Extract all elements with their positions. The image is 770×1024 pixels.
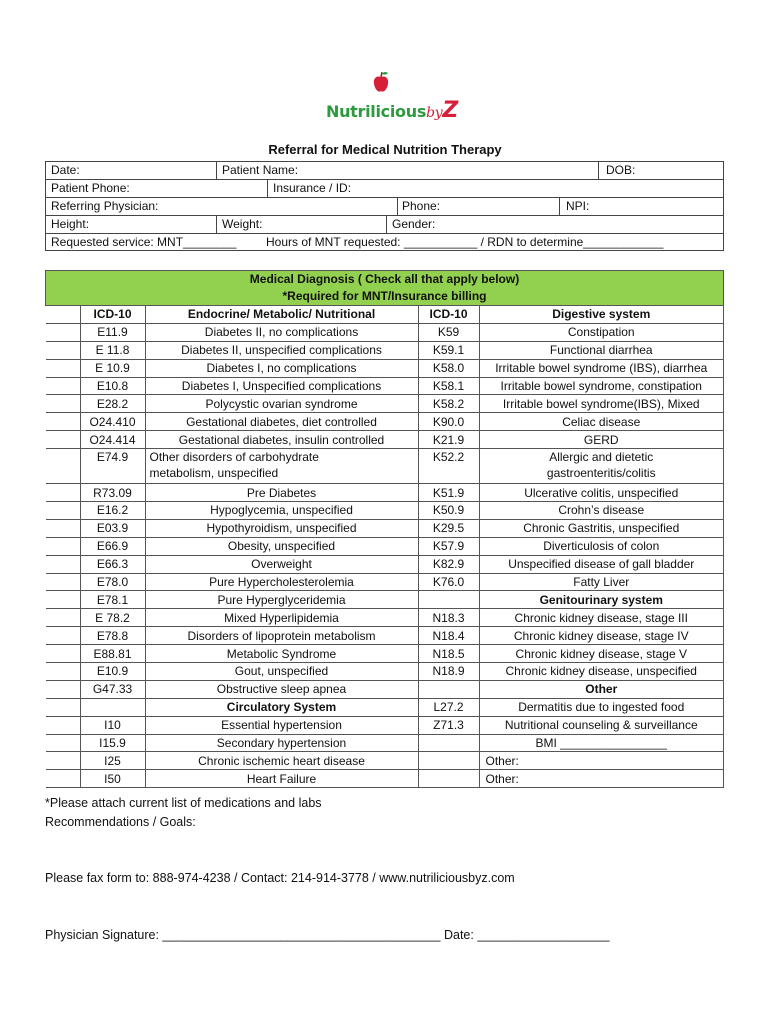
icd-code: I10 (80, 716, 145, 734)
icd-code: K59.1 (418, 341, 479, 359)
table-row (46, 377, 724, 395)
icd-code: O24.410 (80, 413, 145, 431)
patient-info-grid (45, 161, 724, 251)
dob-field[interactable]: DOB: (606, 163, 636, 177)
diagnosis-desc: Gout, unspecified (145, 663, 418, 681)
diagnosis-desc (145, 449, 418, 484)
table-row (46, 484, 724, 502)
icd-code (418, 680, 479, 698)
diagnosis-desc: BMI ________________ (479, 734, 724, 752)
icd-code: I50 (80, 770, 145, 788)
icd-code: K82.9 (418, 555, 479, 573)
icd-code: N18.9 (418, 663, 479, 681)
table-row (46, 555, 724, 573)
diagnosis-desc: Chronic kidney disease, stage V (479, 645, 724, 663)
height-field[interactable]: Height: (51, 217, 90, 231)
icd-code: Z71.3 (418, 716, 479, 734)
brand-z: Z (442, 98, 458, 123)
company-logo (326, 70, 458, 132)
diagnosis-desc: Hypoglycemia, unspecified (145, 502, 418, 520)
diagnosis-desc: Ulcerative colitis, unspecified (479, 484, 724, 502)
checkbox-cell[interactable] (46, 359, 81, 377)
checkbox-cell[interactable] (46, 502, 81, 520)
icd-code: K57.9 (418, 537, 479, 555)
icd-code: K90.0 (418, 413, 479, 431)
table-row (46, 609, 724, 627)
diagnosis-desc: Heart Failure (145, 770, 418, 788)
icd-code: E66.9 (80, 537, 145, 555)
checkbox-cell[interactable] (46, 716, 81, 734)
diagnosis-desc: Mixed Hyperlipidemia (145, 609, 418, 627)
table-row (46, 627, 724, 645)
icd-code (418, 752, 479, 770)
diagnosis-desc: Functional diarrhea (479, 341, 724, 359)
diagnosis-desc: GERD (479, 431, 724, 449)
diagnosis-desc: Irritable bowel syndrome (IBS), diarrhea (479, 359, 724, 377)
npi-field[interactable]: NPI: (566, 199, 590, 213)
icd-code: K52.2 (418, 449, 479, 484)
hours-requested-field[interactable]: Hours of MNT requested: ___________ / RDN to determine____________ (266, 235, 664, 249)
icd-code: E16.2 (80, 502, 145, 520)
checkbox-cell[interactable] (46, 484, 81, 502)
diagnosis-desc: Diabetes I, Unspecified complications (145, 377, 418, 395)
diagnosis-desc: Secondary hypertension (145, 734, 418, 752)
checkbox-cell[interactable] (46, 734, 81, 752)
table-row (46, 519, 724, 537)
table-row (46, 537, 724, 555)
diagnosis-header-title: Medical Diagnosis ( Check all that apply below) (249, 272, 520, 286)
diagnosis-desc-line: gastroenteritis/colitis (546, 466, 656, 481)
diagnosis-table (45, 270, 724, 788)
icd-code: K29.5 (418, 519, 479, 537)
table-row (46, 770, 724, 788)
column-header-digestive: Digestive system (479, 306, 724, 324)
icd-code (80, 698, 145, 716)
checkbox-cell[interactable] (46, 609, 81, 627)
table-row (46, 663, 724, 681)
icd-code: K58.2 (418, 395, 479, 413)
diagnosis-desc: Irritable bowel syndrome, constipation (479, 377, 724, 395)
diagnosis-desc: Celiac disease (479, 413, 724, 431)
diagnosis-desc: Other (479, 680, 724, 698)
diagnosis-desc: Unspecified disease of gall bladder (479, 555, 724, 573)
diagnosis-desc: Dermatitis due to ingested food (479, 698, 724, 716)
date-field[interactable]: Date: (51, 163, 80, 177)
diagnosis-desc (479, 449, 724, 484)
table-row (46, 359, 724, 377)
icd-code: O24.414 (80, 431, 145, 449)
table-row (46, 734, 724, 752)
column-header-icd: ICD-10 (80, 306, 145, 324)
form-title: Referral for Medical Nutrition Therapy (268, 142, 502, 157)
icd-code: K58.1 (418, 377, 479, 395)
checkbox-cell[interactable] (46, 770, 81, 788)
fax-contact-line: Please fax form to: 888-974-4238 / Contact: 214-914-3778 / www.nutriliciousbyz.com (45, 871, 515, 885)
table-row (46, 698, 724, 716)
icd-code: R73.09 (80, 484, 145, 502)
checkbox-cell[interactable] (46, 555, 81, 573)
table-row (46, 573, 724, 591)
weight-field[interactable]: Weight: (222, 217, 263, 231)
brand-wordmark (326, 98, 458, 123)
attach-note: *Please attach current list of medications and labs (45, 796, 322, 810)
icd-code: E 78.2 (80, 609, 145, 627)
icd-code: K21.9 (418, 431, 479, 449)
referring-physician-field[interactable]: Referring Physician: (51, 199, 159, 213)
diagnosis-desc: Constipation (479, 323, 724, 341)
table-row (46, 341, 724, 359)
icd-code: E78.8 (80, 627, 145, 645)
checkbox-cell[interactable] (46, 413, 81, 431)
diagnosis-desc: Pre Diabetes (145, 484, 418, 502)
diagnosis-desc: Polycystic ovarian syndrome (145, 395, 418, 413)
patient-phone-field[interactable]: Patient Phone: (51, 181, 130, 195)
checkbox-cell[interactable] (46, 752, 81, 770)
checkbox-cell[interactable] (46, 395, 81, 413)
column-header-icd-2: ICD-10 (418, 306, 479, 324)
checkbox-cell[interactable] (46, 377, 81, 395)
physician-signature-line[interactable]: Physician Signature: ________________________________________ Date: ___________________ (45, 928, 610, 942)
diagnosis-desc: Gestational diabetes, insulin controlled (145, 431, 418, 449)
icd-code: K51.9 (418, 484, 479, 502)
checkbox-cell[interactable] (46, 431, 81, 449)
table-row (46, 431, 724, 449)
checkbox-cell[interactable] (46, 537, 81, 555)
icd-code (418, 591, 479, 609)
diagnosis-desc: Chronic kidney disease, unspecified (479, 663, 724, 681)
diagnosis-desc: Essential hypertension (145, 716, 418, 734)
diagnosis-desc: Crohn’s disease (479, 502, 724, 520)
checkbox-cell[interactable] (46, 449, 81, 484)
checkbox-cell[interactable] (46, 323, 81, 341)
diagnosis-desc: Obesity, unspecified (145, 537, 418, 555)
diagnosis-desc: Pure Hyperglyceridemia (145, 591, 418, 609)
checkbox-cell[interactable] (46, 519, 81, 537)
checkbox-cell[interactable] (46, 663, 81, 681)
icd-code: E78.1 (80, 591, 145, 609)
checkbox-cell[interactable] (46, 645, 81, 663)
icd-code: K76.0 (418, 573, 479, 591)
diagnosis-desc: Circulatory System (145, 698, 418, 716)
diagnosis-desc: Metabolic Syndrome (145, 645, 418, 663)
icd-code: E74.9 (80, 449, 145, 484)
table-row (46, 413, 724, 431)
diagnosis-desc: Pure Hypercholesterolemia (145, 573, 418, 591)
diagnosis-desc: Diabetes II, no complications (145, 323, 418, 341)
table-row (46, 680, 724, 698)
diagnosis-desc: Chronic Gastritis, unspecified (479, 519, 724, 537)
icd-code: E 10.9 (80, 359, 145, 377)
icd-code: E03.9 (80, 519, 145, 537)
diagnosis-desc: Hypothyroidism, unspecified (145, 519, 418, 537)
diagnosis-desc-line: Allergic and dietetic (549, 450, 654, 465)
icd-code: E28.2 (80, 395, 145, 413)
diagnosis-desc: Irritable bowel syndrome(IBS), Mixed (479, 395, 724, 413)
insurance-field[interactable]: Insurance / ID: (273, 181, 352, 195)
gender-field[interactable]: Gender: (392, 217, 436, 231)
table-row (46, 645, 724, 663)
icd-code: G47.33 (80, 680, 145, 698)
column-header-endocrine: Endocrine/ Metabolic/ Nutritional (145, 306, 418, 324)
requested-service-field[interactable]: Requested service: MNT________ (51, 235, 237, 249)
diagnosis-desc: Chronic kidney disease, stage IV (479, 627, 724, 645)
diagnosis-desc: Nutritional counseling & surveillance (479, 716, 724, 734)
diagnosis-desc: Diabetes II, unspecified complications (145, 341, 418, 359)
diagnosis-desc: Other: (479, 752, 724, 770)
table-row (46, 591, 724, 609)
diagnosis-desc: Other: (479, 770, 724, 788)
icd-code: E11.9 (80, 323, 145, 341)
table-header-row (46, 306, 724, 324)
table-row (46, 716, 724, 734)
icd-code: K58.0 (418, 359, 479, 377)
icd-code: N18.3 (418, 609, 479, 627)
diagnosis-desc-line: metabolism, unspecified (149, 466, 279, 481)
icd-code: E 11.8 (80, 341, 145, 359)
diagnosis-desc: Disorders of lipoprotein metabolism (145, 627, 418, 645)
icd-code: I15.9 (80, 734, 145, 752)
checkbox-cell (46, 306, 81, 324)
diagnosis-header (46, 271, 724, 306)
diagnosis-desc: Diverticulosis of colon (479, 537, 724, 555)
recommendations-label[interactable]: Recommendations / Goals: (45, 815, 196, 829)
table-row (46, 323, 724, 341)
brand-main: Nutrilicious (326, 102, 427, 121)
table-row (46, 752, 724, 770)
diagnosis-desc: Genitourinary system (479, 591, 724, 609)
icd-code: N18.4 (418, 627, 479, 645)
table-row (46, 449, 724, 484)
diagnosis-desc: Overweight (145, 555, 418, 573)
diagnosis-desc: Chronic kidney disease, stage III (479, 609, 724, 627)
icd-code: L27.2 (418, 698, 479, 716)
icd-code: N18.5 (418, 645, 479, 663)
icd-code: K50.9 (418, 502, 479, 520)
icd-code: E10.8 (80, 377, 145, 395)
checkbox-cell[interactable] (46, 698, 81, 716)
icd-code: E78.0 (80, 573, 145, 591)
phone-field[interactable]: Phone: (402, 199, 441, 213)
diagnosis-desc: Diabetes I, no complications (145, 359, 418, 377)
icd-code: K59 (418, 323, 479, 341)
diagnosis-desc-line: Other disorders of carbohydrate (149, 450, 319, 465)
icd-code: E10.9 (80, 663, 145, 681)
icd-code: I25 (80, 752, 145, 770)
table-row (46, 502, 724, 520)
patient-name-field[interactable]: Patient Name: (222, 163, 299, 177)
icd-code (418, 734, 479, 752)
diagnosis-header-note: *Required for MNT/Insurance billing (282, 289, 487, 303)
checkbox-cell[interactable] (46, 573, 81, 591)
icd-code: E88.81 (80, 645, 145, 663)
checkbox-cell[interactable] (46, 591, 81, 609)
diagnosis-desc: Obstructive sleep apnea (145, 680, 418, 698)
diagnosis-desc: Chronic ischemic heart disease (145, 752, 418, 770)
icd-code: E66.3 (80, 555, 145, 573)
table-row (46, 395, 724, 413)
checkbox-cell[interactable] (46, 341, 81, 359)
diagnosis-desc: Fatty Liver (479, 573, 724, 591)
diagnosis-desc: Gestational diabetes, diet controlled (145, 413, 418, 431)
checkbox-cell[interactable] (46, 680, 81, 698)
icd-code (418, 770, 479, 788)
brand-by: by (426, 105, 443, 121)
checkbox-cell[interactable] (46, 627, 81, 645)
apple-logo-icon (372, 70, 390, 94)
